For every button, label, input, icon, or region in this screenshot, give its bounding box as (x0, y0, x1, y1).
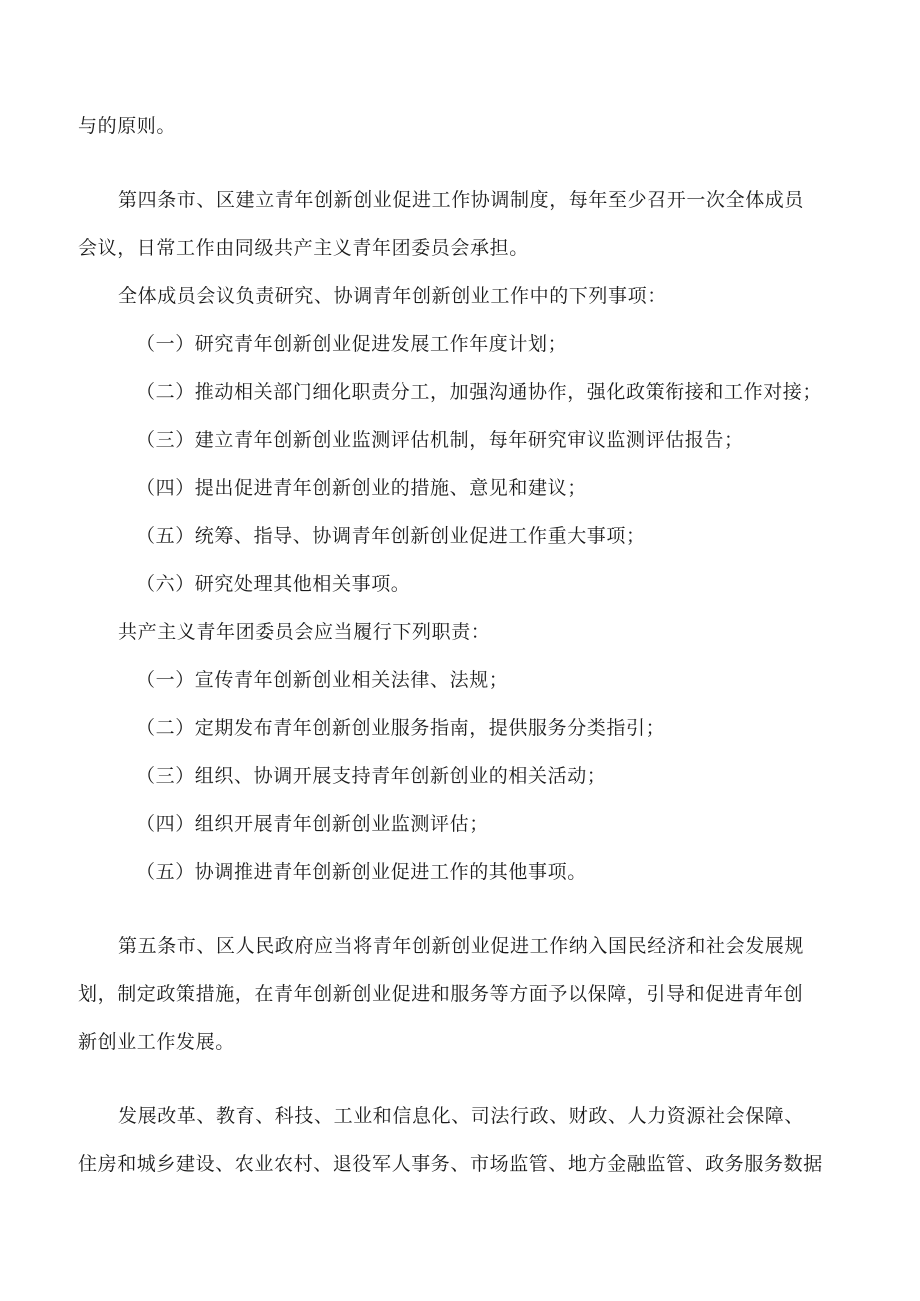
article-4-line-1: 第四条市、区建立青年创新创业促进工作协调制度，每年至少召开一次全体成员 (118, 189, 805, 211)
departments-paragraph-line-2: 住房和城乡建设、农业农村、退役军人事务、市场监管、地方金融监管、政务服务数据 (78, 1153, 823, 1175)
article-5-line-2: 划，制定政策措施，在青年创新创业促进和服务等方面予以保障，引导和促进青年创 (78, 983, 804, 1005)
plenary-duty-item-2: （二）推动相关部门细化职责分工，加强沟通协作，强化政策衔接和工作对接； (136, 381, 823, 403)
plenary-duty-item-6: （六）研究处理其他相关事项。 (136, 573, 411, 595)
league-duty-item-4: （四）组织开展青年创新创业监测评估； (136, 813, 489, 835)
plenary-duties-heading: 全体成员会议负责研究、协调青年创新创业工作中的下列事项： (118, 285, 667, 307)
article-5-line-3: 新创业工作发展。 (78, 1031, 235, 1053)
league-duties-heading: 共产主义青年团委员会应当履行下列职责： (118, 621, 491, 643)
article-4-line-2: 会议，日常工作由同级共产主义青年团委员会承担。 (78, 237, 529, 259)
league-duty-item-2: （二）定期发布青年创新创业服务指南，提供服务分类指引； (136, 717, 666, 739)
league-duty-item-5: （五）协调推进青年创新创业促进工作的其他事项。 (136, 861, 587, 883)
league-duty-item-1: （一）宣传青年创新创业相关法律、法规； (136, 669, 509, 691)
league-duty-item-3: （三）组织、协调开展支持青年创新创业的相关活动； (136, 765, 607, 787)
plenary-duty-item-3: （三）建立青年创新创业监测评估机制，每年研究审议监测评估报告； (136, 429, 744, 451)
article-5-line-1: 第五条市、区人民政府应当将青年创新创业促进工作纳入国民经济和社会发展规 (118, 935, 805, 957)
plenary-duty-item-1: （一）研究青年创新创业促进发展工作年度计划； (136, 333, 568, 355)
plenary-duty-item-4: （四）提出促进青年创新创业的措施、意见和建议； (136, 477, 587, 499)
paragraph-continuation-line: 与的原则。 (78, 115, 177, 137)
plenary-duty-item-5: （五）统筹、指导、协调青年创新创业促进工作重大事项； (136, 525, 646, 547)
departments-paragraph-line-1: 发展改革、教育、科技、工业和信息化、司法行政、财政、人力资源社会保障、 (118, 1105, 805, 1127)
